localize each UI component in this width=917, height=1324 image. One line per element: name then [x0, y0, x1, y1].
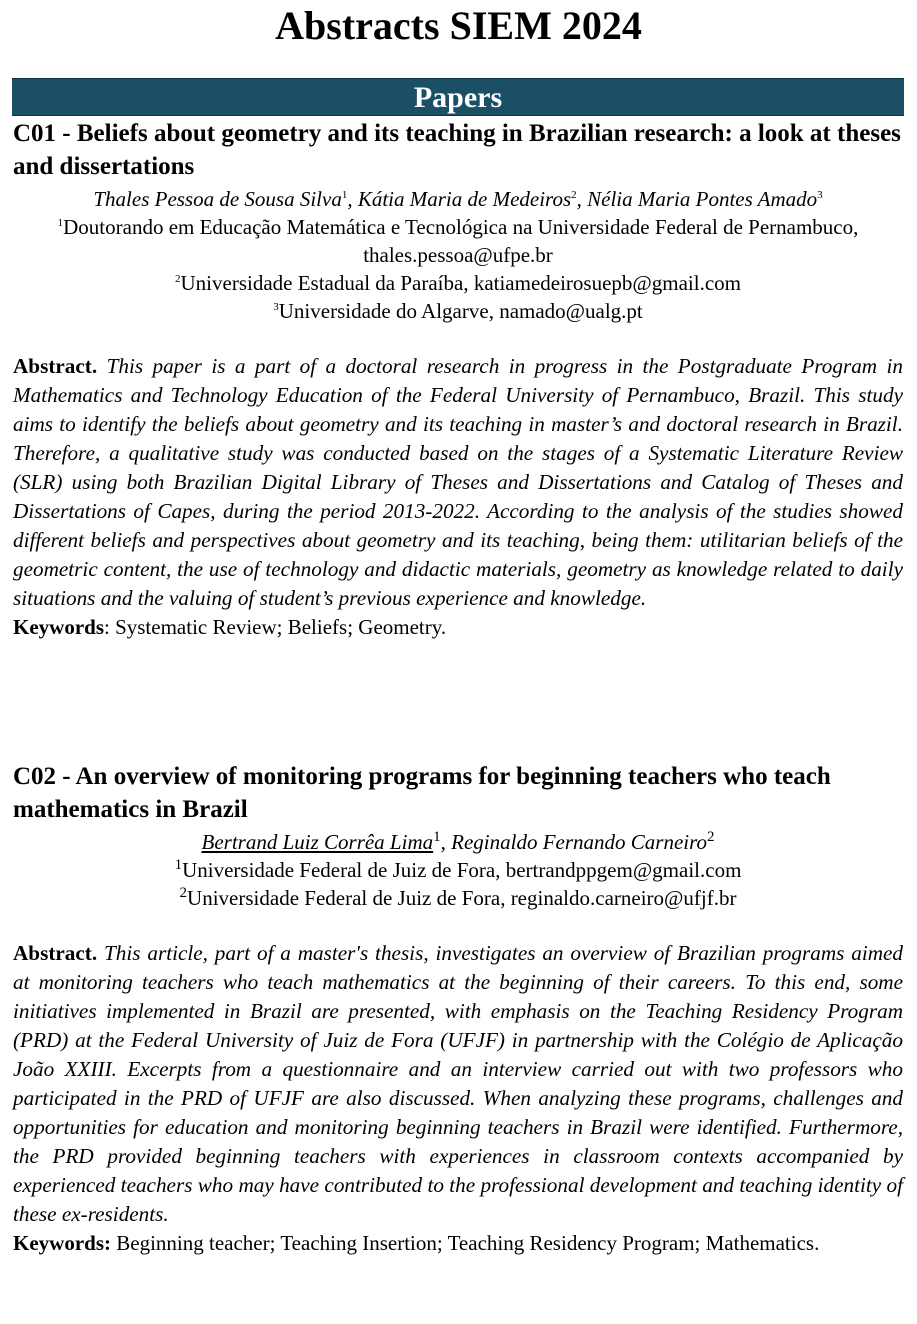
affiliation-sup: 1 — [174, 857, 183, 873]
author-name: Nélia Maria Pontes Amado — [587, 187, 818, 211]
affiliation-sup: 2 — [179, 885, 188, 901]
author-name: Thales Pessoa de Sousa Silva — [93, 187, 342, 211]
author-sup: 1 — [341, 189, 348, 201]
affiliation-text: Universidade Estadual da Paraíba, katiamedeirosuepb@gmail.com — [180, 271, 741, 295]
affiliation — [13, 269, 903, 297]
author-sup: 2 — [707, 829, 715, 845]
author-name: Bertrand Luiz Corrêa Lima — [201, 830, 434, 854]
keywords-label: Keywords: — [13, 1231, 111, 1255]
affiliation-text: Universidade do Algarve, namado@ualg.pt — [278, 299, 643, 323]
author-list: Thales Pessoa de Sousa Silva$^1$, Kátia Maria de Medeiros$^2$, Nélia Maria Pontes Amado$^3$ — [93, 187, 823, 211]
abstract-label: Abstract. — [13, 941, 98, 965]
abstract-text: This article, part of a master's thesis, investigates an overview of Brazilian programs aimed at monitoring teachers who teach mathematics at the beginning of their careers. To this end, some initiatives implemented in Brazil are presented, with emphasis on the Teaching Residency Program (PRD) at the Federal University of Juiz de Fora (UFJF) in partnership with the Colégio de Aplicação João XXIII. Excerpts from a questionnaire and an interview carried out with two professors who participated in the PRD of UFJF are also discussed. When analyzing these programs, challenges and opportunities for education and monitoring beginning teachers in Brazil were identified. Furthermore, the PRD provided beginning teachers with experiences in classroom contexts accompanied by experienced teachers who may have contributed to the professional development and teaching identity of these ex-residents. — [13, 941, 904, 1226]
paper-title: C01 - Beliefs about geometry and its teaching in Brazilian research: a look at theses and dissertations — [13, 120, 901, 180]
affiliation — [13, 213, 903, 269]
author-name: Kátia Maria de Medeiros — [357, 187, 572, 211]
section-header: Papers — [12, 78, 904, 116]
affiliation-sup: 2 — [175, 273, 181, 285]
paper-title: C02 - An overview of monitoring programs for beginning teachers who teach mathematics in Brazil — [13, 763, 831, 823]
abstract-text: This paper is a part of a doctoral research in progress in the Postgraduate Program in Mathematics and Technology Education of the Federal University of Pernambuco, Brazil. This study aims to identify the beliefs about geometry and its teaching in master’s and doctoral research in Brazil. Therefore, a qualitative study was conducted based on the stages of a Systematic Literature Review (SLR) using both Brazilian Digital Library of Theses and Dissertations and Catalog of Theses and Dissertations of Capes, during the period 2013-2022. According to the analysis of the studies showed different beliefs and perspectives about geometry and its teaching, being them: utilitarian beliefs of the geometric content, the use of technology and didactic materials, geometry as knowledge related to daily situations and the valuing of student’s previous experience and knowledge. — [13, 354, 903, 610]
affiliation — [13, 297, 903, 325]
author-sup: 1 — [433, 829, 441, 845]
author-sup: 2 — [571, 189, 577, 201]
paper-c01 — [13, 117, 903, 642]
affiliation — [13, 884, 903, 912]
affiliation-sup: 1 — [57, 217, 64, 229]
affiliation — [13, 856, 903, 884]
keywords — [13, 1229, 903, 1258]
keywords-text: : Systematic Review; Beliefs; Geometry. — [104, 615, 447, 639]
author-list: Bertrand Luiz Corrêa Lima$^1$, Reginaldo Fernando Carneiro$^2$ — [201, 829, 715, 854]
affiliation-sup: 3 — [273, 301, 279, 313]
abstract-label: Abstract. — [13, 354, 98, 378]
keywords — [13, 613, 903, 642]
affiliation-text: Universidade Federal de Juiz de Fora, reginaldo.carneiro@ufjf.br — [187, 886, 737, 910]
abstract — [13, 352, 903, 613]
author-name: Reginaldo Fernando Carneiro — [451, 830, 707, 854]
affiliation-text: Doutorando em Educação Matemática e Tecnológica na Universidade Federal de Pernambuco, thales.pessoa@ufpe.br — [63, 215, 859, 267]
keywords-label: Keywords — [13, 615, 104, 639]
abstract — [13, 939, 903, 1229]
author-sup: 3 — [817, 189, 823, 201]
document-title: Abstracts SIEM 2024 — [275, 3, 642, 48]
affiliation-text: Universidade Federal de Juiz de Fora, bertrandppgem@gmail.com — [182, 858, 742, 882]
keywords-text: Beginning teacher; Teaching Insertion; Teaching Residency Program; Mathematics. — [111, 1231, 820, 1255]
paper-c02 — [13, 760, 903, 1258]
